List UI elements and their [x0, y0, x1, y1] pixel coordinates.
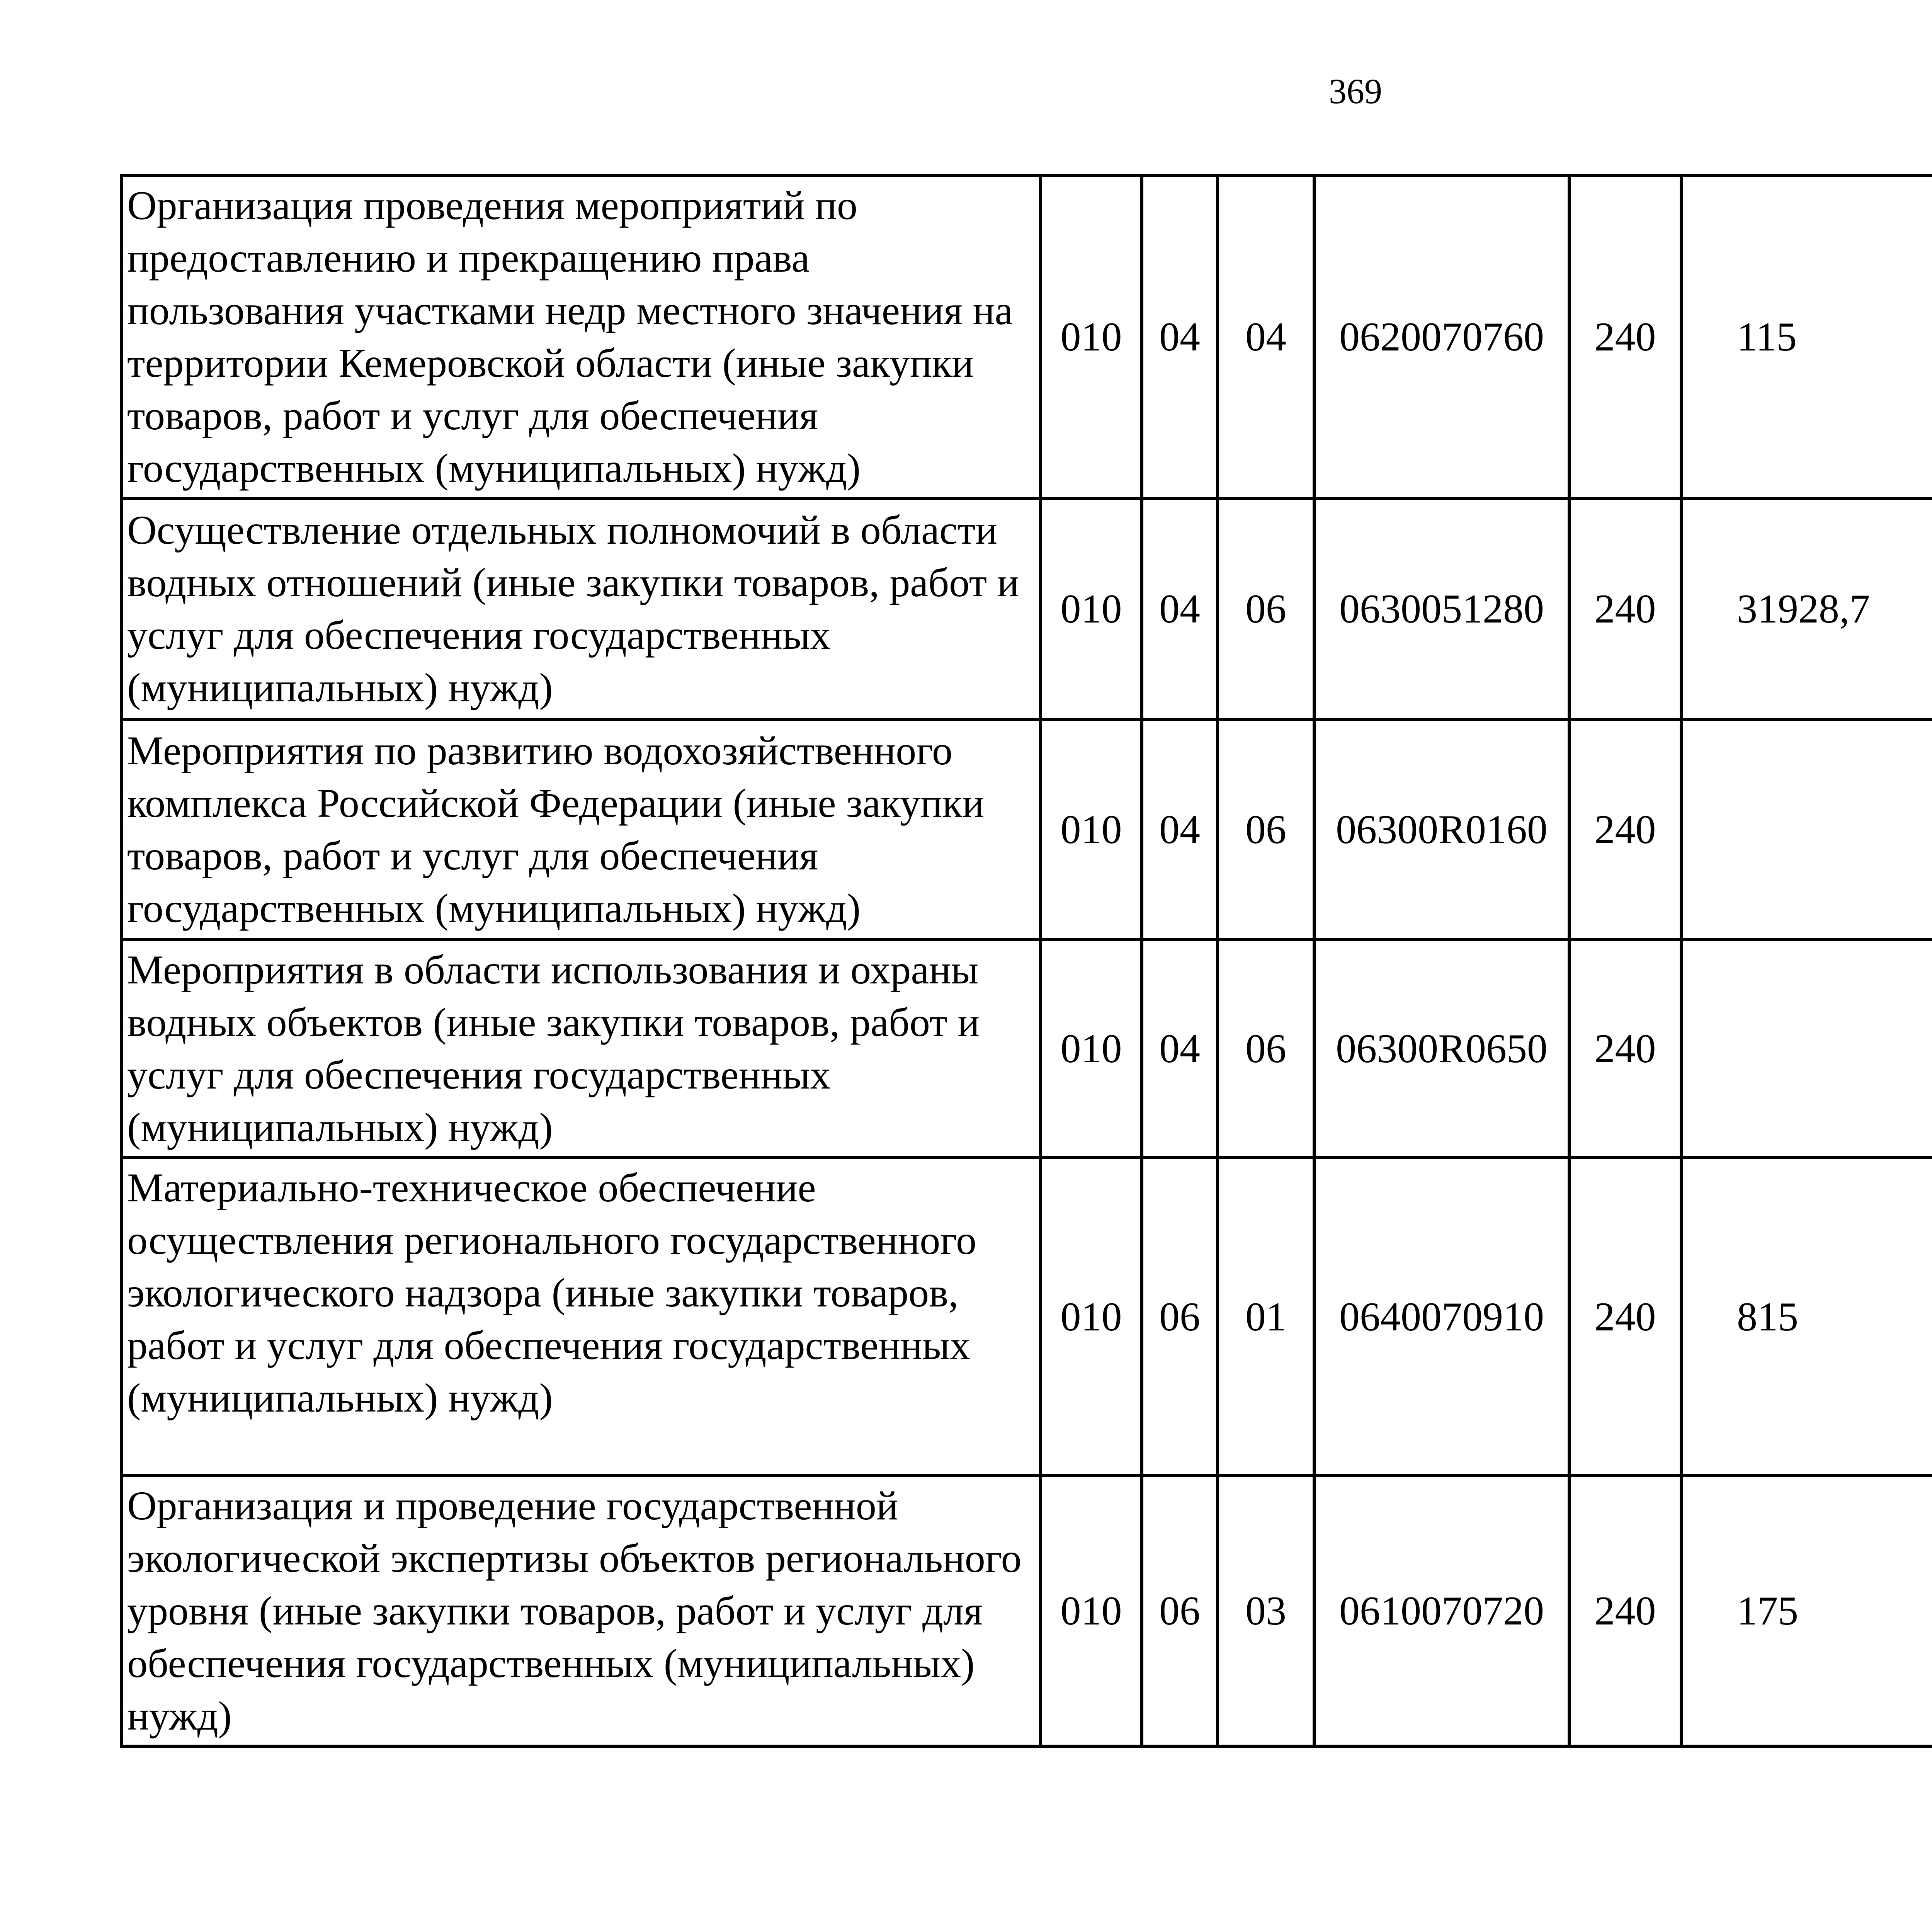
ministry-code: 010 — [1041, 1476, 1142, 1746]
section-code: 06 — [1142, 1158, 1218, 1476]
row-description: Мероприятия в области использования и охраны водных объектов (иные закупки товаров, работ и услуг для обеспечения государственных (муниципальных) нужд) — [122, 940, 1041, 1158]
table-row — [122, 498, 1932, 720]
amount-year-1: 115 — [1681, 175, 1932, 498]
subsection-code: 06 — [1218, 940, 1314, 1158]
amount-year-1 — [1681, 940, 1932, 1158]
amount-year-1 — [1681, 720, 1932, 940]
subsection-code: 04 — [1218, 175, 1314, 498]
amount-year-1: 175 — [1681, 1476, 1932, 1746]
target-article-code: 0630051280 — [1314, 498, 1569, 720]
section-code: 04 — [1142, 720, 1218, 940]
target-article-code: 06300R0160 — [1314, 720, 1569, 940]
expense-type-code: 240 — [1569, 940, 1681, 1158]
table-row — [122, 1158, 1932, 1476]
expense-type-code: 240 — [1569, 175, 1681, 498]
expense-type-code: 240 — [1569, 720, 1681, 940]
section-code: 04 — [1142, 175, 1218, 498]
table-row — [122, 720, 1932, 940]
section-code: 06 — [1142, 1476, 1218, 1746]
expense-type-code: 240 — [1569, 498, 1681, 720]
ministry-code: 010 — [1041, 1158, 1142, 1476]
target-article-code: 06300R0650 — [1314, 940, 1569, 1158]
section-code: 04 — [1142, 940, 1218, 1158]
subsection-code: 01 — [1218, 1158, 1314, 1476]
target-article-code: 0620070760 — [1314, 175, 1569, 498]
subsection-code: 06 — [1218, 498, 1314, 720]
row-description: Мероприятия по развитию водохозяйственного комплекса Российской Федерации (иные закупки товаров, работ и услуг для обеспечения государственных (муниципальных) нужд) — [122, 720, 1041, 940]
ministry-code: 010 — [1041, 720, 1142, 940]
expense-type-code: 240 — [1569, 1158, 1681, 1476]
target-article-code: 0610070720 — [1314, 1476, 1569, 1746]
amount-year-1: 31928,7 — [1681, 498, 1932, 720]
amount-year-1: 815 — [1681, 1158, 1932, 1476]
subsection-code: 03 — [1218, 1476, 1314, 1746]
table-row — [122, 175, 1932, 498]
ministry-code: 010 — [1041, 940, 1142, 1158]
page-number: 369 — [1329, 71, 1382, 111]
budget-table — [120, 174, 1932, 1748]
row-description: Осуществление отдельных полномочий в области водных отношений (иные закупки товаров, работ и услуг для обеспечения государственных (муниципальных) нужд) — [122, 498, 1041, 720]
row-description: Организация проведения мероприятий по предоставлению и прекращению права пользования участками недр местного значения на территории Кемеровской области (иные закупки товаров, работ и услуг для обеспечения государственных (муниципальных) нужд) — [122, 175, 1041, 498]
section-code: 04 — [1142, 498, 1218, 720]
subsection-code: 06 — [1218, 720, 1314, 940]
target-article-code: 0640070910 — [1314, 1158, 1569, 1476]
table-row — [122, 1476, 1932, 1746]
row-description: Организация и проведение государственной экологической экспертизы объектов регионального уровня (иные закупки товаров, работ и услуг для обеспечения государственных (муниципальных) нужд) — [122, 1476, 1041, 1746]
table-row — [122, 940, 1932, 1158]
row-description: Материально-техническое обеспечение осуществления регионального государственного экологического надзора (иные закупки товаров, работ и услуг для обеспечения государственных (муниципальных) нужд) — [122, 1158, 1041, 1476]
ministry-code: 010 — [1041, 498, 1142, 720]
ministry-code: 010 — [1041, 175, 1142, 498]
expense-type-code: 240 — [1569, 1476, 1681, 1746]
